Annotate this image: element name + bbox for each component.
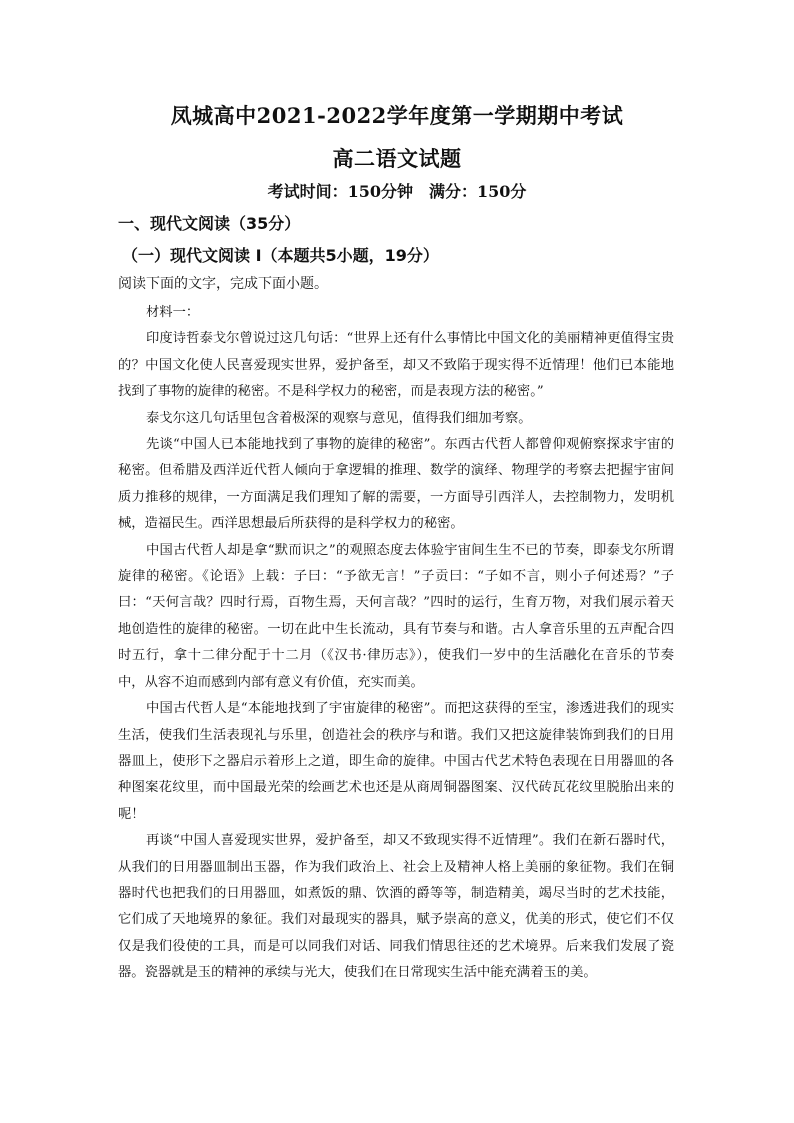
exam-subtitle: 高二语文试题 — [332, 146, 462, 171]
paragraph: 中国古代哲人却是拿“默而识之”的观照态度去体验宇宙间生生不已的节奏，即泰戈尔所谓旋律的秘密。《论语》上载：子曰：“予欲无言！”子贡曰：“子如不言，则小子何述焉？”子曰：“天何言哉？四时行焉，百物生焉，天何言哉？”四时的运行，生育万物，对我们展示着天地创造性的旋律的秘密。一切在此中生长流动，具有节奏与和谐。古人拿音乐里的五声配合四时五行，拿十二律分配于十二月（《汉书·律历志》），使我们一岁中的生活融化在音乐的节奏中，从容不迫而感到内部有意义有价值，充实而美。 — [118, 542, 674, 690]
paragraph: 泰戈尔这几句话里包含着极深的观察与意见，值得我们细加考察。 — [146, 410, 532, 426]
reading-material — [118, 300, 674, 987]
paragraph: 先谈“中国人已本能地找到了事物的旋律的秘密”。东西古代哲人都曾仰观俯察探求宇宙的秘密。但希腊及西洋近代哲人倾向于拿逻辑的推理、数学的演绎、物理学的考察去把握宇宙间质力推移的规律，一方面满足我们理知了解的需要，一方面导引西洋人，去控制物力，发明机械，造福民生。西洋思想最后所获得的是科学权力的秘密。 — [118, 437, 674, 532]
paragraph: 印度诗哲泰戈尔曾说过这几句话：“世界上还有什么事情比中国文化的美丽精神更值得宝贵的？中国文化使人民喜爱现实世界，爱护备至，却又不致陷于现实得不近情理！他们已本能地找到了事物的旋律的秘密。不是科学权力的秘密，而是表现方法的秘密。” — [118, 331, 674, 400]
section-heading-part1: 一、现代文阅读（35分） — [118, 214, 301, 233]
exam-info: 考试时间：150分钟 满分：150分 — [267, 182, 527, 201]
instruction-text: 阅读下面的文字，完成下面小题。 — [118, 276, 328, 292]
material-label: 材料一： — [146, 305, 200, 320]
paragraph: 中国古代哲人是“本能地找到了宇宙旋律的秘密”。而把这获得的至宝，渗透进我们的现实生活，使我们生活表现礼与乐里，创造社会的秩序与和谐。我们又把这旋律装饰到我们的日用器皿上，使形下之器启示着形上之道，即生命的旋律。中国古代艺术特色表现在日用器皿的各种图案花纹里，而中国最光荣的绘画艺术也还是从商周铜器图案、汉代砖瓦花纹里脱胎出来的呢！ — [118, 701, 674, 822]
exam-title: 凤城高中2021-2022学年度第一学期期中考试 — [170, 103, 624, 128]
section-subheading-reading1: （一）现代文阅读 I（本题共5小题，19分） — [122, 246, 439, 265]
paragraph: 再谈“中国人喜爱现实世界，爱护备至，却又不致现实得不近情理”。我们在新石器时代，从我们的日用器皿制出玉器，作为我们政治上、社会上及精神人格上美丽的象征物。我们在铜器时代也把我们的日用器皿，如煮饭的鼎、饮酒的爵等等，制造精美，竭尽当时的艺术技能，它们成了天地境界的象征。我们对最现实的器具，赋予崇高的意义，优美的形式，使它们不仅仅是我们役使的工具，而是可以同我们对话、同我们情思往还的艺术境界。后来我们发展了瓷器。瓷器就是玉的精神的承续与光大，使我们在日常现实生活中能充满着玉的美。 — [118, 833, 674, 981]
